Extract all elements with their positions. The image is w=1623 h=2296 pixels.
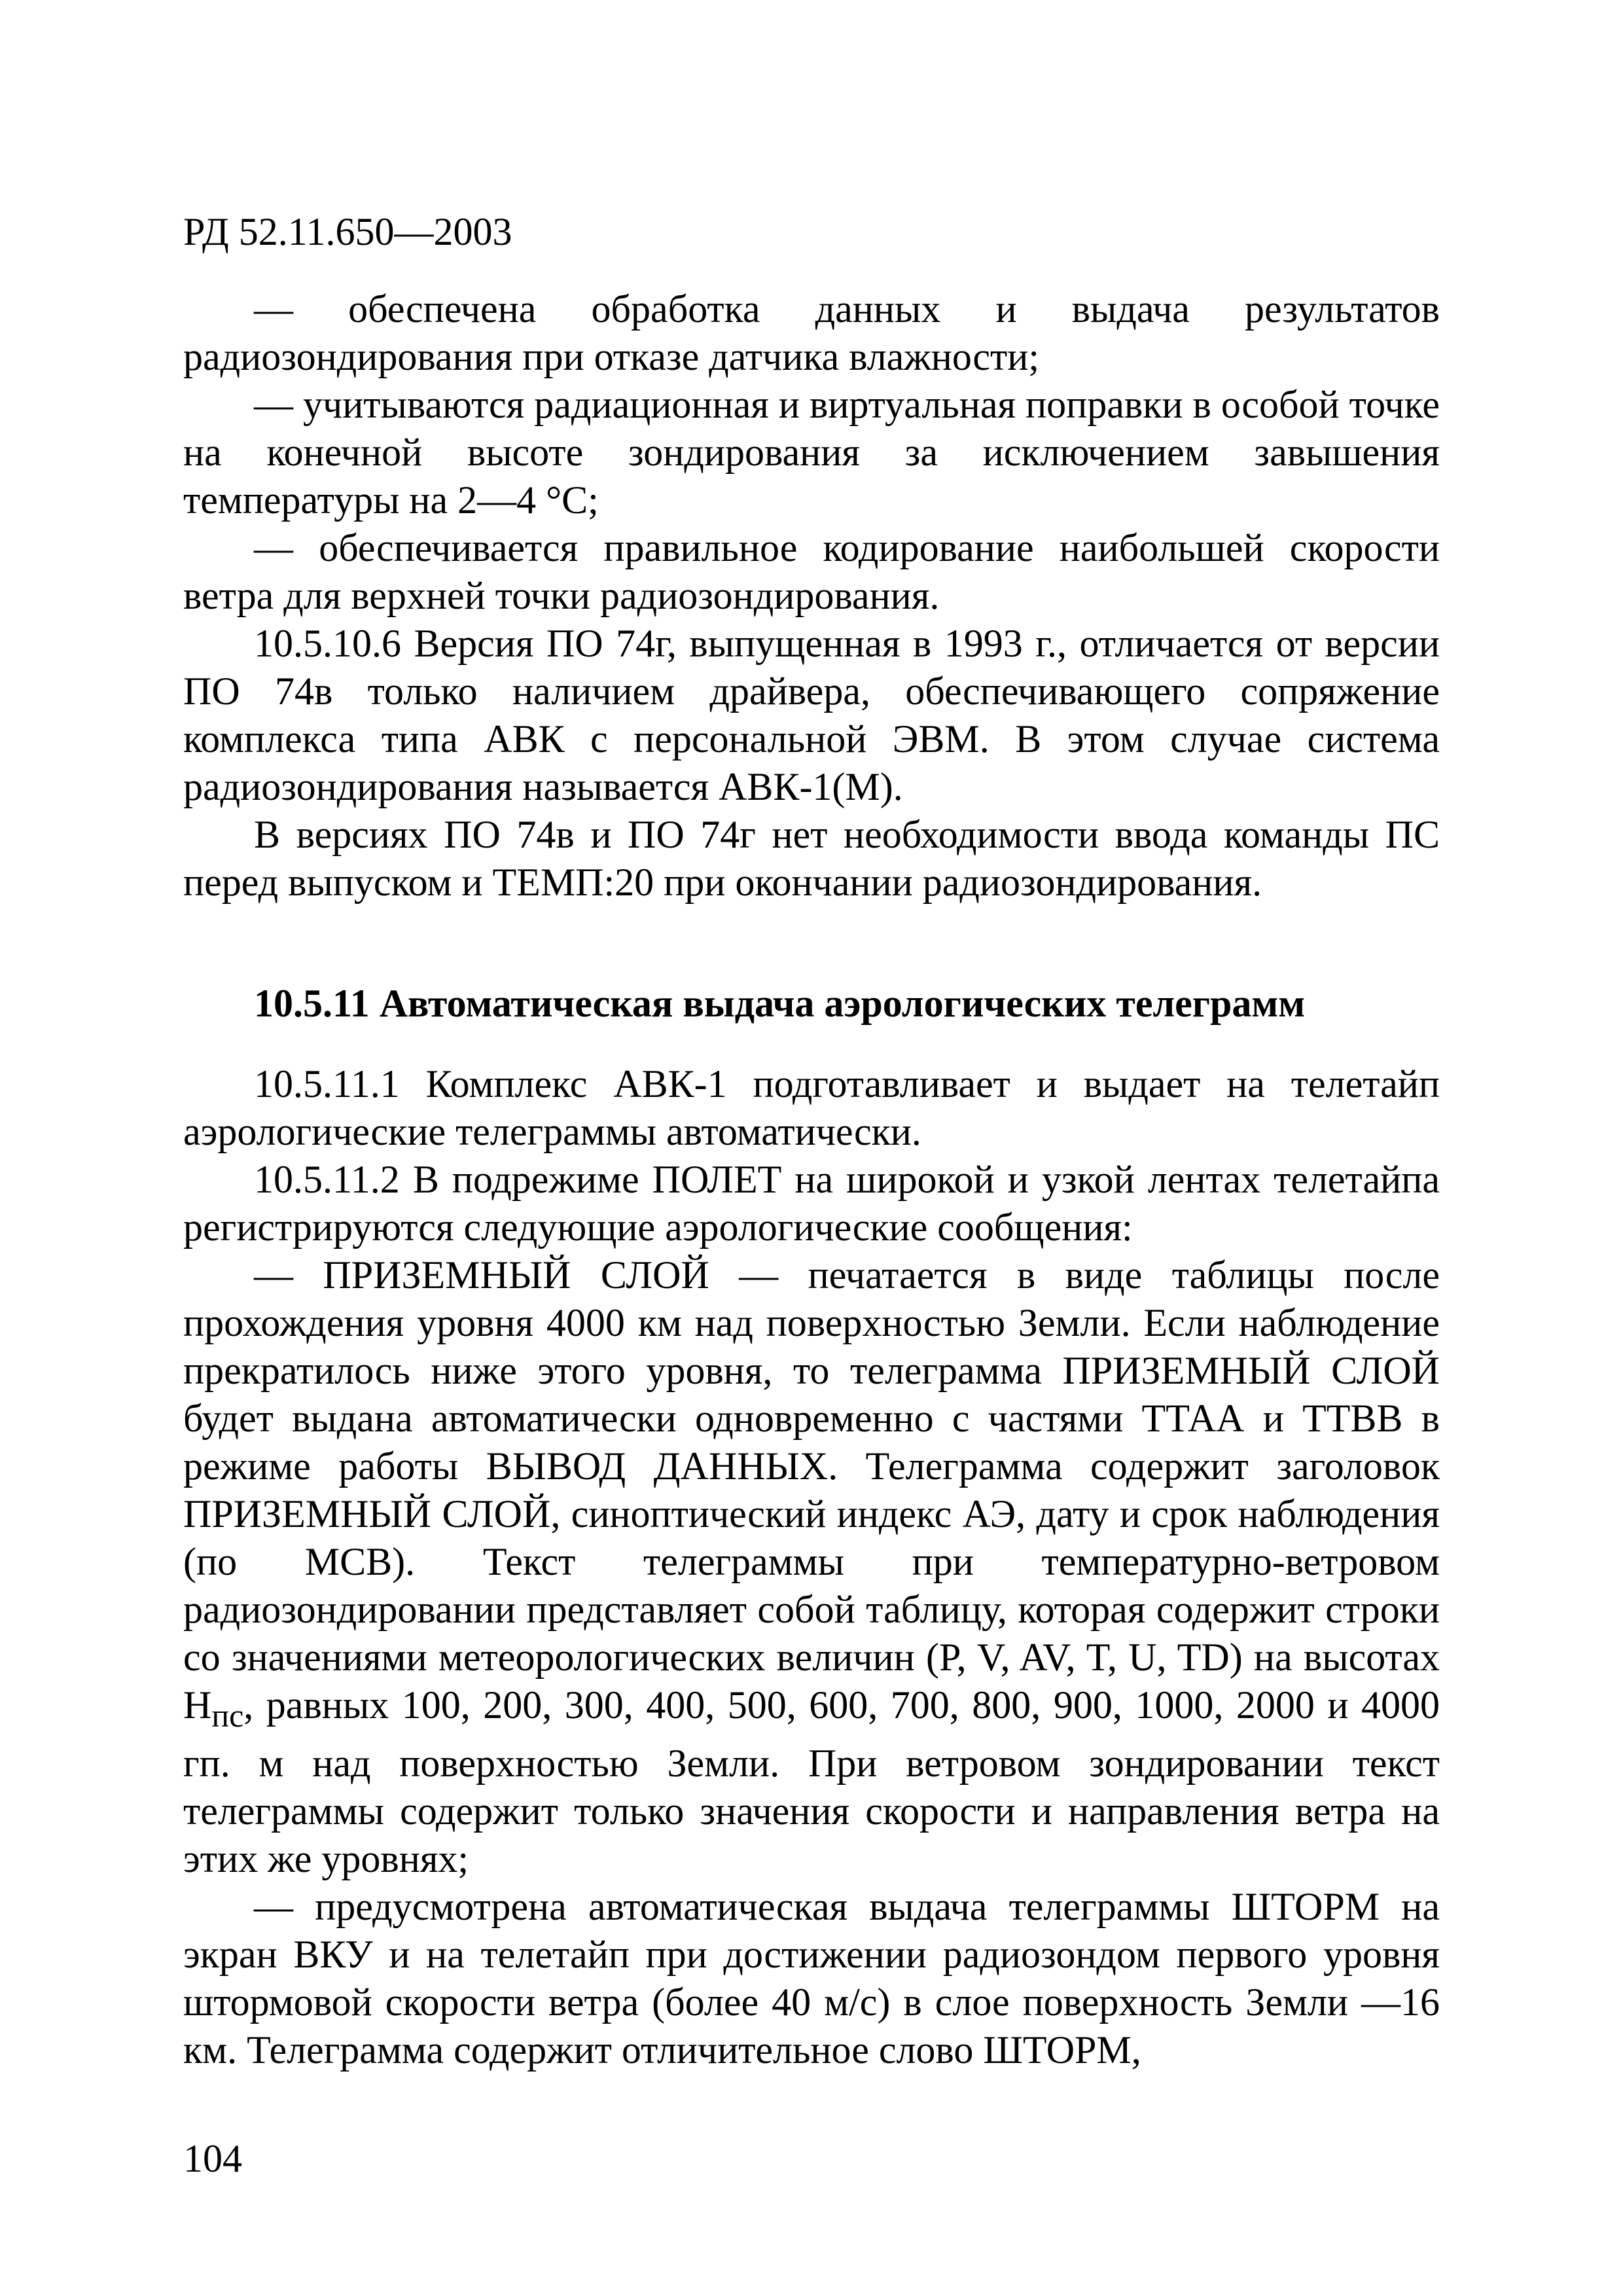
paragraph-radiation-correction: — учитываются радиационная и виртуальная поправки в особой точке на конечной высоте зондирования за исключением завышения температуры на 2—4 °С;: [183, 383, 1440, 522]
paragraph-storm-telegram: — предусмотрена автоматическая выдача телеграммы ШТОРМ на экран ВКУ и на телетайп при достижении радиозондом первого уровня штормовой скорости ветра (более 40 м/с) в слое поверхность Земли —16 км. Телеграмма содержит отличительное слово ШТОРМ,: [183, 1885, 1440, 2072]
surface-layer-text: — ПРИЗЕМНЫЙ СЛОЙ — печатается в виде таблицы после прохождения уровня 4000 км над поверхностью Земли. Если наблюдение прекратилось ниже этого уровня, то телеграмма ПРИЗЕМНЫЙ СЛОЙ будет выдана автоматически одновременно с частями ТТАА и ТТВВ в режиме работы ВЫВОД ДАННЫХ. Телеграмма содержит заголовок ПРИЗЕМНЫЙ СЛОЙ, синоптический индекс АЭ, дату и срок наблюдения (по МСВ). Текст телеграммы при температурно-ветровом радиозондировании представляет собой таблицу, которая содержит строки со значениями метеорологических величин (P, V, AV, T, U, TD) на высотах Н: [183, 1253, 1440, 1727]
paragraph-flight-mode: 10.5.11.2 В подрежиме ПОЛЕТ на широкой и узкой лентах телетайпа регистрируются следующие аэрологические сообщения:: [183, 1158, 1440, 1249]
page-number: 104: [183, 2137, 242, 2180]
paragraph-humidity-failure: — обеспечена обработка данных и выдача результатов радиозондирования при отказе датчика влажности;: [183, 287, 1440, 378]
surface-layer-continuation: , равных 100, 200, 300, 400, 500, 600, 700, 800, 900, 1000, 2000 и 4000 гп. м над поверхностью Земли. При ветровом зондировании текст телеграммы содержит только значения скорости и направления ветра на этих же уровнях;: [183, 1683, 1440, 1880]
document-code: РД 52.11.650—2003: [183, 210, 512, 253]
paragraph-auto-telegrams: 10.5.11.1 Комплекс АВК-1 подготавливает и выдает на телетайп аэрологические телеграммы автоматически.: [183, 1062, 1440, 1153]
page-body: [183, 285, 1440, 2074]
subscript-ps: пс: [211, 1697, 244, 1734]
section-heading: 10.5.11 Автоматическая выдача аэрологических телеграмм: [254, 982, 1306, 1025]
paragraph-version-74g: 10.5.10.6 Версия ПО 74г, выпущенная в 1993 г., отличается от версии ПО 74в только наличием драйвера, обеспечивающего сопряжение комплекса типа АВК с персональной ЭВМ. В этом случае система радиозондирования называется АВК-1(М).: [183, 622, 1440, 808]
paragraph-versions-commands: В версиях ПО 74в и ПО 74г нет необходимости ввода команды ПС перед выпуском и ТЕМП:20 при окончании радиозондирования.: [183, 813, 1440, 904]
paragraph-surface-layer: [183, 1251, 1440, 1883]
paragraph-max-wind-coding: — обеспечивается правильное кодирование наибольшей скорости ветра для верхней точки радиозондирования.: [183, 526, 1440, 617]
